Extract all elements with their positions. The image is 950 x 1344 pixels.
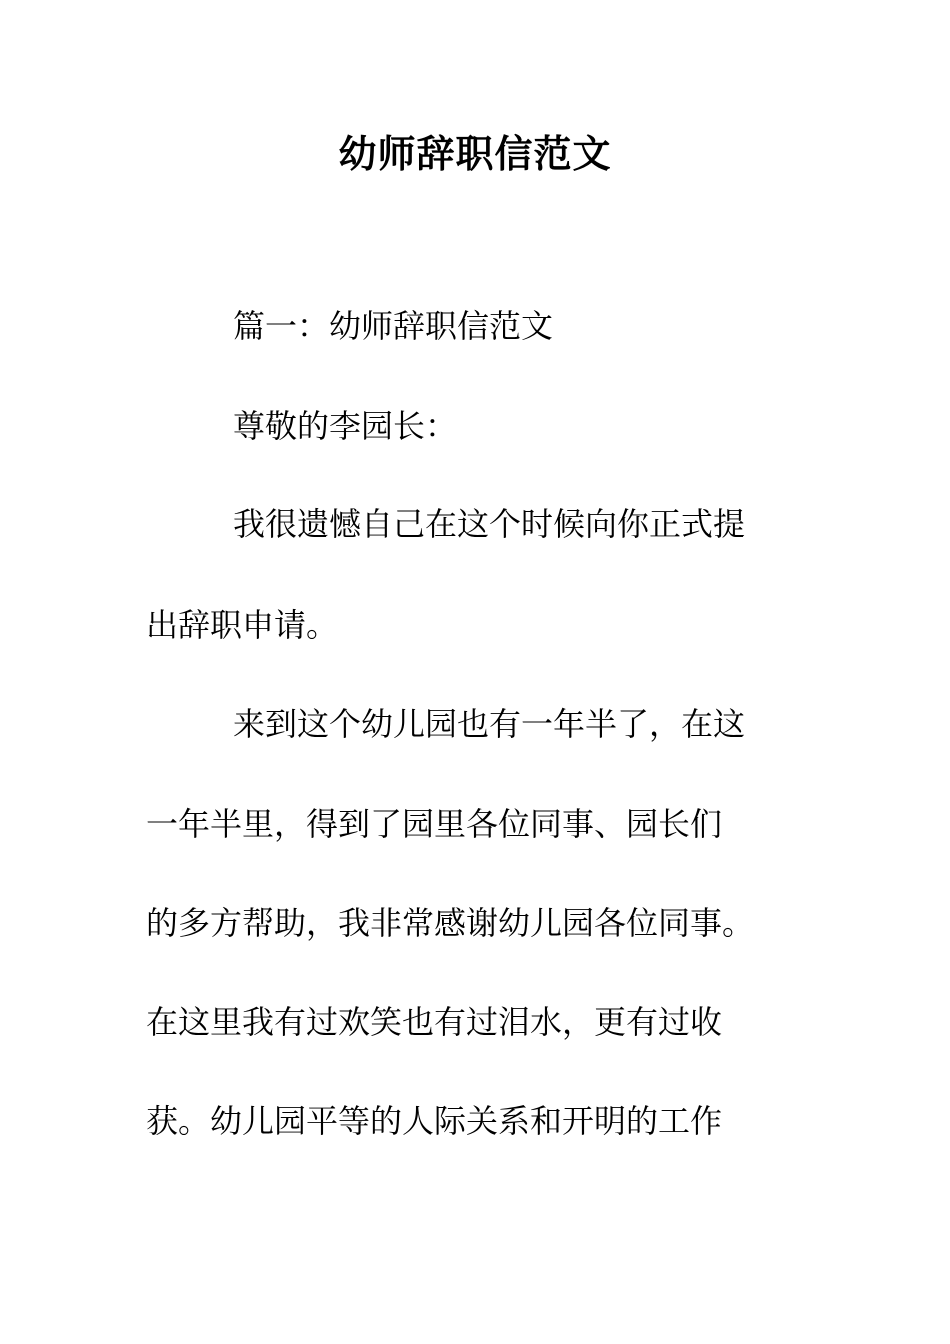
paragraph-line: 获。幼儿园平等的人际关系和开明的工作 bbox=[146, 1102, 723, 1140]
salutation: 尊敬的李园长： bbox=[233, 407, 458, 445]
paragraph-line: 的多方帮助，我非常感谢幼儿园各位同事。 bbox=[146, 904, 755, 942]
paragraph-line: 来到这个幼儿园也有一年半了，在这 bbox=[233, 705, 746, 743]
section-heading: 篇一：幼师辞职信范文 bbox=[233, 307, 554, 345]
paragraph-line: 我很遗憾自己在这个时候向你正式提 bbox=[233, 505, 746, 543]
paragraph-line: 一年半里，得到了园里各位同事、园长们 bbox=[146, 805, 723, 843]
paragraph-line: 在这里我有过欢笑也有过泪水，更有过收 bbox=[146, 1003, 723, 1041]
document-title: 幼师辞职信范文 bbox=[338, 131, 612, 176]
paragraph-line: 出辞职申请。 bbox=[146, 606, 339, 644]
